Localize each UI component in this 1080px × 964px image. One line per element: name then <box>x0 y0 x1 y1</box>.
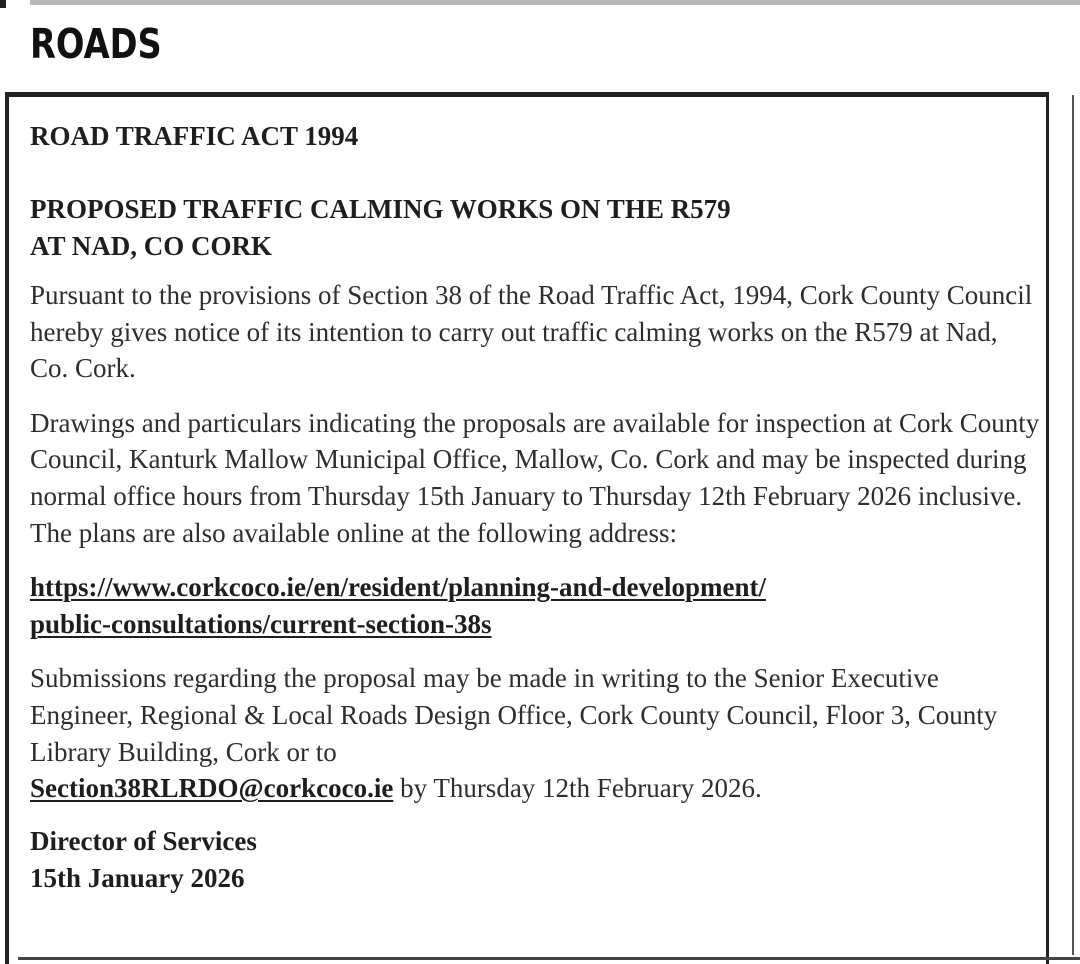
top-rule <box>30 0 1080 5</box>
act-heading: ROAD TRAFFIC ACT 1994 <box>30 121 359 151</box>
bottom-rule <box>18 957 1080 960</box>
submissions-text: Submissions regarding the proposal may be made in writing to the Senior Executive Engineer, Regional & Local Roads Design Office, Cork County Council, Floor 3, County Library Building, Cork or to <box>30 663 998 767</box>
submissions-deadline: by Thursday 12th February 2026. <box>393 773 762 804</box>
paragraph-inspection: Drawings and particulars indicating the proposals are available for inspection at Cork County Council, Kanturk Mallow Municipal Office, Mallow, Co. Cork and may be inspected during normal office hours from Thursday 15th January to Thursday 12th February 2026 inclusive. The plans are also available online at the following address: <box>30 407 1040 548</box>
signatory: Director of Services <box>30 825 257 856</box>
notice-content <box>30 118 1042 897</box>
notice-title-line2: AT NAD, CO CORK <box>30 231 273 261</box>
top-left-mark <box>0 0 6 8</box>
notice-title-line1: PROPOSED TRAFFIC CALMING WORKS ON THE R579 <box>30 194 731 224</box>
url-line2[interactable]: public-consultations/current-section-38s <box>30 608 492 639</box>
notice-date: 15th January 2026 <box>30 862 245 893</box>
email-link[interactable]: Section38RLRDO@corkcoco.ie <box>30 773 394 804</box>
right-column-rule <box>1072 95 1074 955</box>
paragraph-intro: Pursuant to the provisions of Section 38 of the Road Traffic Act, 1994, Cork County Council hereby gives notice of its intention to carry out traffic calming works on the R579 at Nad, Co. Cork. <box>30 280 1033 384</box>
url-line1[interactable]: https://www.corkcoco.ie/en/resident/planning-and-development/ <box>30 572 767 603</box>
paragraph-submissions <box>30 660 1042 806</box>
plans-url[interactable] <box>30 569 1042 642</box>
section-title: ROADS <box>30 20 162 68</box>
